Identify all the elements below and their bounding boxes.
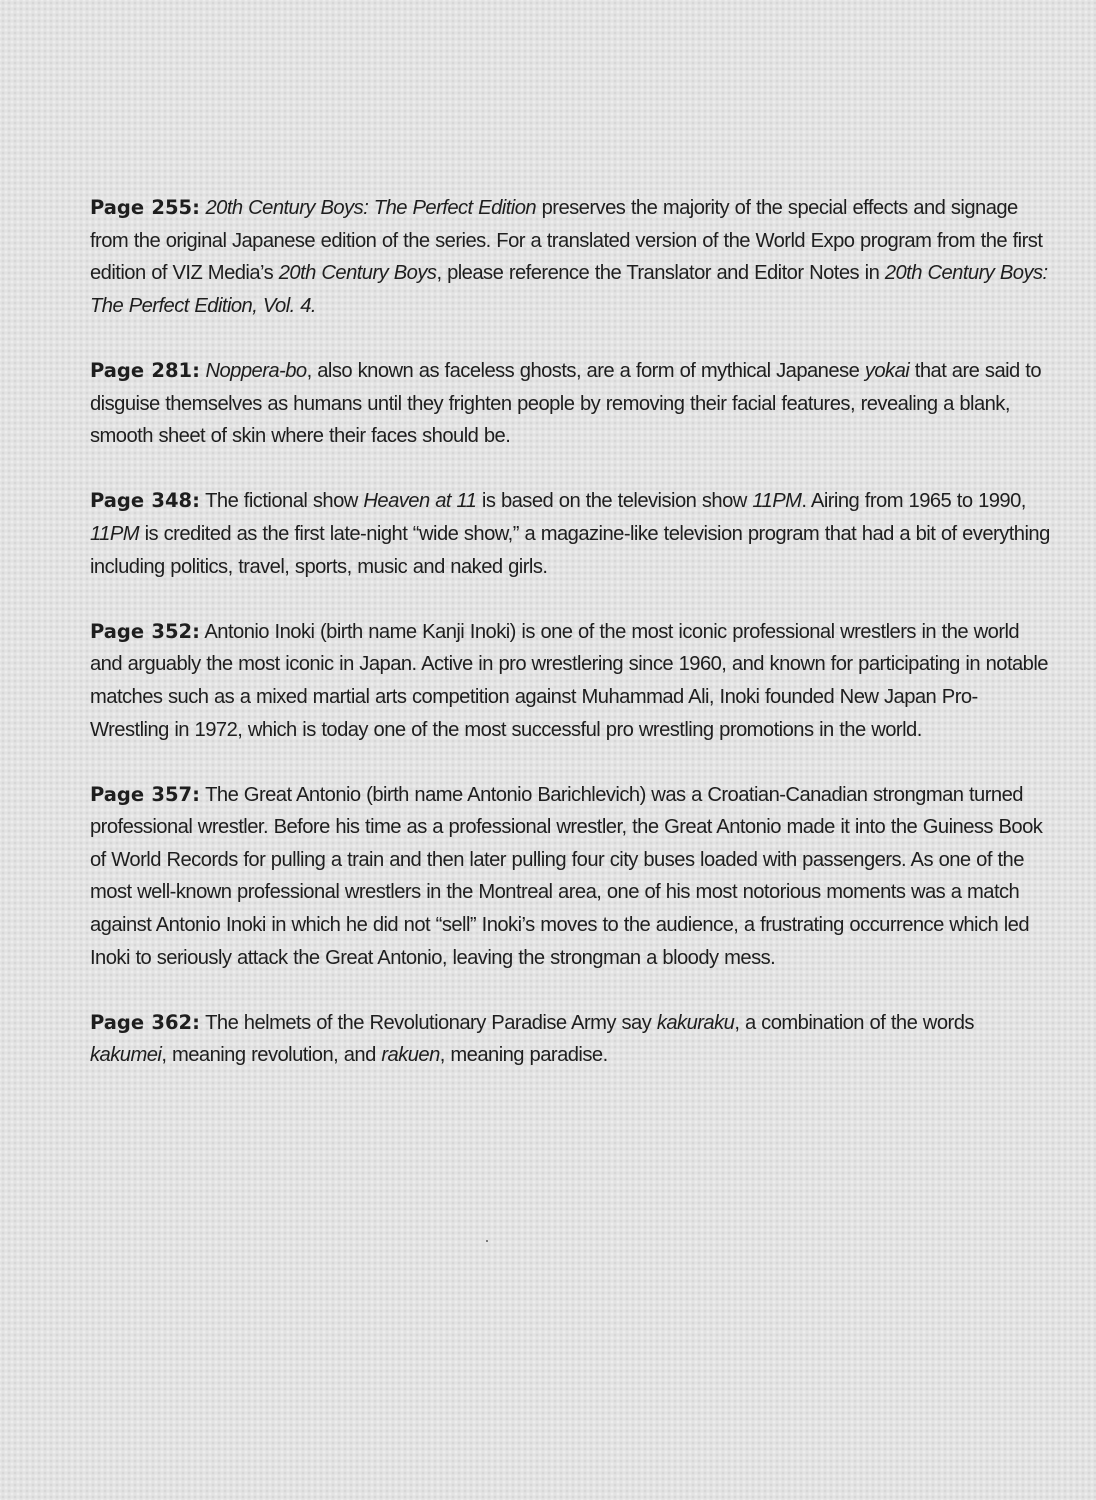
note-label: Page 281: — [90, 358, 200, 382]
note-page-357 — [90, 779, 1052, 975]
note-text: , meaning paradise. — [439, 1044, 608, 1067]
note-label: Page 255: — [90, 196, 200, 219]
note-text: The Great Antonio (birth name Antonio Barichlevich) was a Croatian-Canadian strongman turned professional wrestler. Before his time as a professional wrestler, the Great Antonio made it into the Guiness Book of World Records for pulling a train and then later pulling four city buses loaded with passengers. As one of the most well-known professional wrestlers in the Montreal area, one of his most notorious moments was a match against Antonio Inoki in which he did not “sell” Inoki’s moves to the audience, a frustrating occurrence which led Inoki to seriously attack the Great Antonio, leaving the strongman a bloody mess. — [90, 783, 1043, 969]
translator-notes — [90, 192, 1052, 1105]
print-speck — [486, 1240, 488, 1242]
note-text-italic: kakuraku — [656, 1011, 735, 1034]
note-text: Antonio Inoki (birth name Kanji Inoki) is one of the most iconic professional wrestlers in the world and arguably the most iconic in Japan. Active in pro wrestlering since 1960, and known for participating in notable matches such as a mixed martial arts competition against Muhammad Ali, Inoki founded New Japan Pro-Wrestling in 1972, which is today one of the most successful pro wrestling promotions in the world. — [90, 620, 1048, 741]
note-text-italic: Noppera-bo — [205, 359, 307, 382]
note-text-italic: Heaven at 11 — [363, 490, 477, 513]
note-text-italic: 20th Century Boys: The Perfect Edition, Vol. 4. — [90, 262, 1048, 317]
note-page-281 — [90, 355, 1052, 453]
note-label: Page 357: — [90, 782, 200, 806]
note-text: preserves the majority of the special effects and signage from the original Japanese edition of the series. For a translated version of the World Expo program from the first edition of VIZ Media’s — [90, 197, 1043, 285]
note-text: is based on the television show — [476, 490, 753, 513]
note-text-italic: 20th Century Boys — [278, 262, 437, 285]
note-text: is credited as the first late-night “wide show,” a magazine-like television program that had a bit of everything including politics, travel, sports, music and naked girls. — [90, 522, 1050, 578]
note-page-348 — [90, 485, 1052, 583]
note-label: Page 348: — [90, 489, 200, 513]
note-text-italic: yokai — [864, 359, 910, 382]
note-text: , please reference the Translator and Editor Notes in — [436, 262, 885, 285]
note-text: , also known as faceless ghosts, are a form of mythical Japanese — [306, 359, 865, 382]
note-text-italic: kakumei — [90, 1044, 162, 1067]
note-text-italic: 11PM — [90, 522, 140, 545]
note-page-352 — [90, 616, 1052, 746]
note-text: . Airing from 1965 to 1990, — [801, 490, 1026, 513]
note-page-362 — [90, 1007, 1052, 1072]
note-text-italic: 11PM — [752, 490, 802, 513]
note-text-italic: rakuen — [381, 1044, 440, 1067]
note-text-italic: 20th Century Boys: The Perfect Edition — [205, 197, 537, 219]
note-text: , a combination of the words — [734, 1011, 974, 1034]
note-text: that are said to disguise themselves as humans until they frighten people by removing their facial features, revealing a blank, smooth sheet of skin where their faces should be. — [90, 359, 1042, 448]
note-text: The helmets of the Revolutionary Paradise Army say — [205, 1011, 657, 1034]
note-label: Page 362: — [90, 1010, 200, 1034]
note-text: The fictional show — [205, 490, 364, 513]
note-label: Page 352: — [90, 619, 200, 643]
note-page-255 — [90, 192, 1052, 322]
note-text: , meaning revolution, and — [161, 1044, 382, 1067]
